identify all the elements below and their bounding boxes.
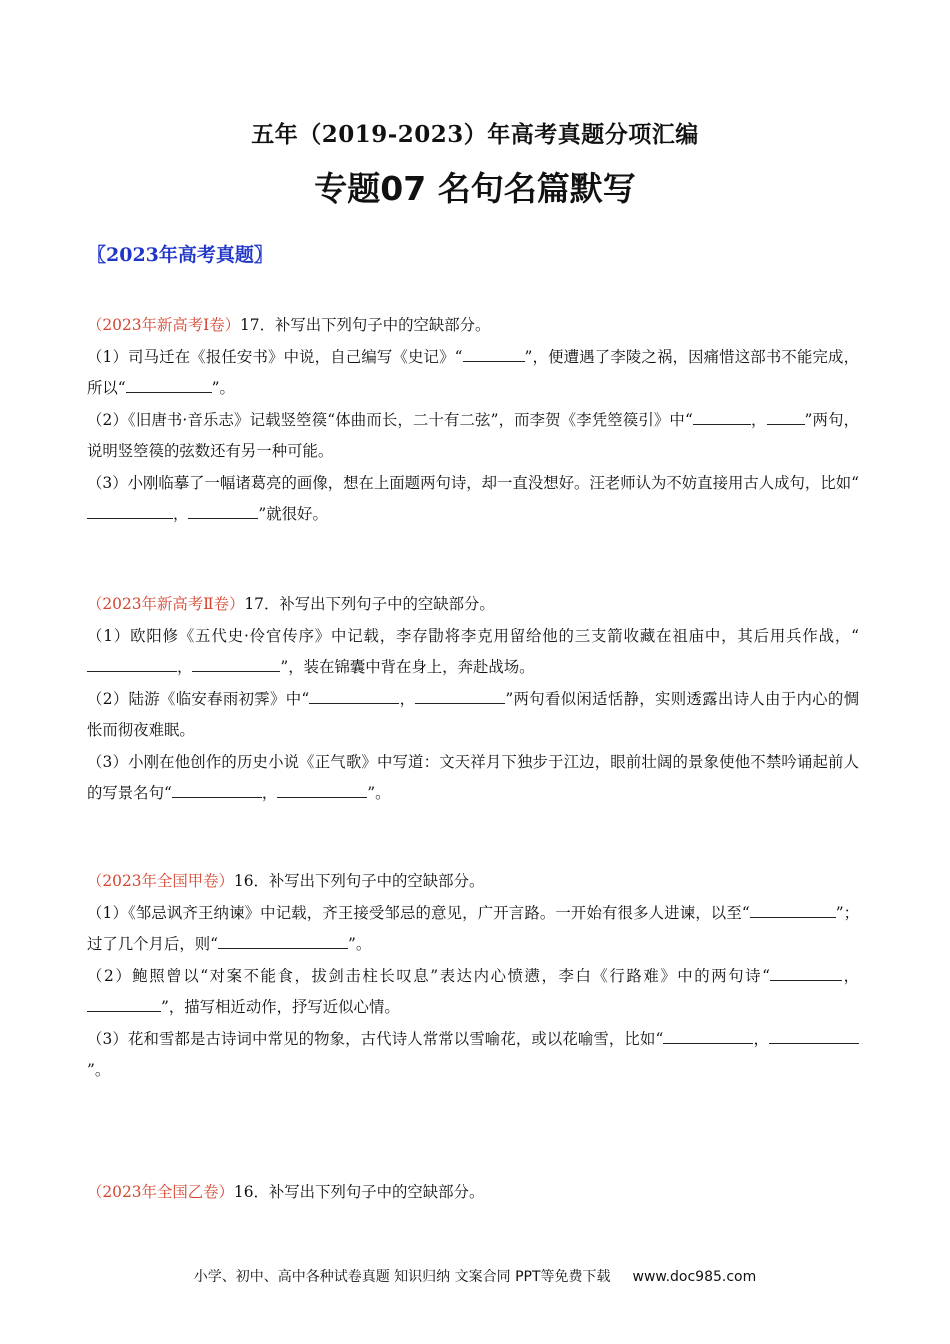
question-item-1: （1）欧阳修《五代史·伶官传序》中记载，李存勖将李克用留给他的三支箭收藏在祖庙中，其后用兵作战，“， ”，装在锦囊中背在身上，奔赴战场。 bbox=[87, 626, 859, 676]
question-block-4 bbox=[87, 1177, 859, 1209]
answer-blank[interactable] bbox=[218, 931, 348, 949]
question-item-3: （3）小刚临摹了一幅诸葛亮的画像，想在上面题两句诗，却一直没想好。汪老师认为不妨直接用古人成句，比如“， ”就很好。 bbox=[87, 473, 859, 523]
answer-blank[interactable] bbox=[192, 654, 280, 672]
question-block-2 bbox=[87, 589, 859, 810]
question-source: （2023年新高考Ⅱ卷） bbox=[87, 595, 245, 613]
question-item-1: （1）司马迁在《报任安书》中说，自己编写《史记》“ ”，便遭遇了李陵之祸，因痛惜这部书不能完成，所以“ ”。 bbox=[87, 342, 859, 405]
question-number: 17．补写出下列句子中的空缺部分。 bbox=[244, 595, 495, 613]
answer-blank[interactable] bbox=[309, 686, 399, 704]
answer-blank[interactable] bbox=[750, 900, 836, 918]
footer-url[interactable]: www.doc985.com bbox=[632, 1269, 757, 1285]
question-header bbox=[87, 866, 859, 898]
footer-text: 小学、初中、高中各种试卷真题 知识归纳 文案合同 PPT等免费下载 bbox=[193, 1269, 611, 1285]
answer-blank[interactable] bbox=[767, 407, 805, 425]
question-item-2: （2）鲍照曾以“对案不能食，拔剑击柱长叹息”表达内心愤懑，李白《行路难》中的两句诗“ ，”，描写相近动作，抒写近似心情。 bbox=[87, 961, 859, 1024]
answer-blank[interactable] bbox=[663, 1026, 753, 1044]
question-number: 16．补写出下列句子中的空缺部分。 bbox=[233, 1183, 485, 1201]
answer-blank[interactable] bbox=[770, 963, 842, 981]
question-header bbox=[87, 1177, 859, 1209]
question-source: （2023年全国乙卷） bbox=[87, 1183, 234, 1201]
question-source: （2023年新高考Ⅰ卷） bbox=[87, 316, 240, 334]
question-item-2: （2）陆游《临安春雨初霁》中“ ， ”两句看似闲适恬静，实则透露出诗人由于内心的惆怅而彻夜难眠。 bbox=[87, 684, 859, 747]
answer-blank[interactable] bbox=[172, 780, 262, 798]
page-footer bbox=[0, 1266, 950, 1286]
answer-blank[interactable] bbox=[415, 686, 505, 704]
question-block-1 bbox=[87, 310, 859, 531]
answer-blank[interactable] bbox=[126, 375, 212, 393]
answer-blank[interactable] bbox=[87, 654, 177, 672]
question-header bbox=[87, 589, 859, 621]
answer-blank[interactable] bbox=[87, 501, 173, 519]
question-number: 16．补写出下列句子中的空缺部分。 bbox=[233, 872, 485, 890]
page-title: 专题07 名句名篇默写 bbox=[314, 169, 636, 208]
question-item-1: （1）《邹忌讽齐王纳谏》中记载，齐王接受邹忌的意见，广开言路。一开始有很多人进谏，以至“ ”；过了几个月后，则“ ”。 bbox=[87, 898, 859, 961]
answer-blank[interactable] bbox=[87, 994, 161, 1012]
answer-blank[interactable] bbox=[693, 407, 751, 425]
section-heading: 〖2023年高考真题〗 bbox=[87, 244, 273, 266]
answer-blank[interactable] bbox=[188, 501, 258, 519]
question-number: 17．补写出下列句子中的空缺部分。 bbox=[239, 316, 491, 334]
question-item-2: （2）《旧唐书·音乐志》记载竖箜篌“体曲而长，二十有二弦”，而李贺《李凭箜篌引》中“ ， ”两句，说明竖箜篌的弦数还有另一种可能。 bbox=[87, 405, 859, 468]
page-subtitle: 五年（2019-2023）年高考真题分项汇编 bbox=[251, 121, 699, 148]
question-source: （2023年全国甲卷） bbox=[87, 872, 234, 890]
answer-blank[interactable] bbox=[463, 344, 525, 362]
question-block-3 bbox=[87, 866, 859, 1087]
question-item-3: （3）小刚在他创作的历史小说《正气歌》中写道：文天祥月下独步于江边，眼前壮阔的景象使他不禁吟诵起前人的写景名句“ ， ”。 bbox=[87, 752, 859, 802]
answer-blank[interactable] bbox=[277, 780, 367, 798]
question-header bbox=[87, 310, 859, 342]
answer-blank[interactable] bbox=[769, 1026, 859, 1044]
question-item-3: （3）花和雪都是古诗词中常见的物象，古代诗人常常以雪喻花，或以花喻雪，比如“ ，”。 bbox=[87, 1024, 859, 1087]
